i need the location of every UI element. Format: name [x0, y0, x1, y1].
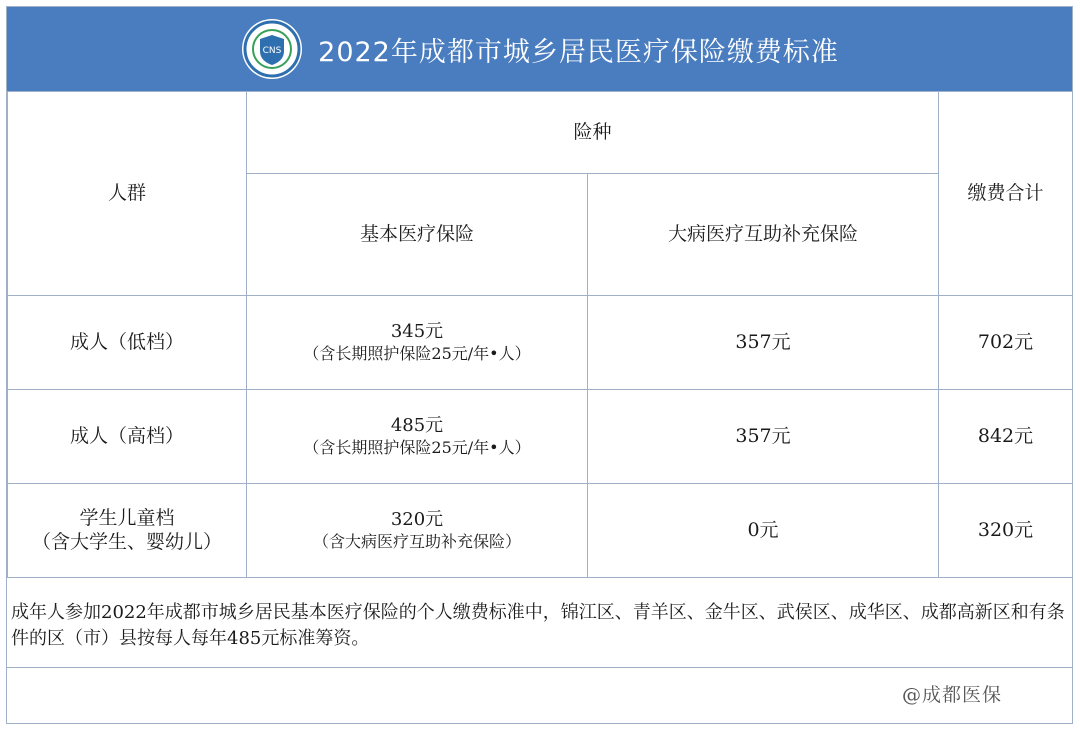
fee-table — [7, 91, 1073, 578]
title-banner — [7, 7, 1072, 91]
table-header-row — [8, 92, 1073, 174]
serious-cell: 357元 — [588, 390, 939, 484]
group-cell: 成人（低档） — [8, 296, 247, 390]
table-row — [8, 296, 1073, 390]
svg-text:CNS: CNS — [262, 46, 282, 56]
table-row — [8, 484, 1073, 578]
group-cell: 学生儿童档 （含大学生、婴幼儿） — [8, 484, 247, 578]
basic-cell: 320元 （含大病医疗互助补充保险） — [247, 484, 588, 578]
total-cell: 842元 — [939, 390, 1073, 484]
footnote: 成年人参加2022年成都市城乡居民基本医疗保险的个人缴费标准中，锦江区、青羊区、金牛区、武侯区、成华区、成都高新区和有条件的区（市）县按每人每年485元标准筹资。 — [7, 578, 1072, 668]
insurance-type-header: 险种 — [247, 92, 939, 174]
page-title: 2022年成都市城乡居民医疗保险缴费标准 — [318, 36, 839, 68]
serious-cell: 357元 — [588, 296, 939, 390]
social-security-logo-icon — [240, 17, 304, 81]
watermark: @成都医保 — [901, 684, 1002, 706]
document-frame — [6, 6, 1073, 724]
basic-cell: 345元 （含长期照护保险25元/年•人） — [247, 296, 588, 390]
total-cell: 702元 — [939, 296, 1073, 390]
basic-cell: 485元 （含长期照护保险25元/年•人） — [247, 390, 588, 484]
total-header: 缴费合计 — [939, 92, 1073, 296]
serious-illness-header: 大病医疗互助补充保险 — [588, 174, 939, 296]
table-row — [8, 390, 1073, 484]
group-header: 人群 — [8, 92, 247, 296]
total-cell: 320元 — [939, 484, 1073, 578]
basic-insurance-header: 基本医疗保险 — [247, 174, 588, 296]
serious-cell: 0元 — [588, 484, 939, 578]
group-cell: 成人（高档） — [8, 390, 247, 484]
